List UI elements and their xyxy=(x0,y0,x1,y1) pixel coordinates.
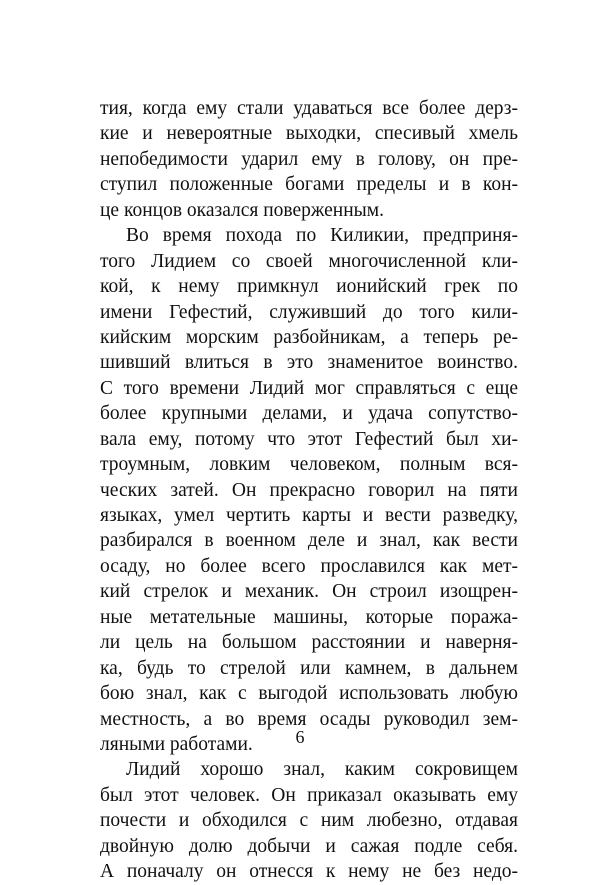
text-line: ка, будь то стрелой или камнем, в дальнем xyxy=(100,657,518,679)
text-line: ные метательные машины, которые поража- xyxy=(100,606,518,628)
text-line: ческих затей. Он прекрасно говорил на пяти xyxy=(100,479,518,501)
text-line: непобедимости ударил ему в голову, он пре- xyxy=(100,148,518,170)
text-line: кие и невероятные выходки, спесивый хмель xyxy=(100,123,518,145)
text-line: тия, когда ему стали удаваться все более дерз- xyxy=(100,98,518,119)
text-line: более крупными делами, и удача сопутство- xyxy=(100,403,518,425)
page-number: 6 xyxy=(295,727,305,747)
text-line: С того времени Лидий мог справляться с еще xyxy=(100,377,518,399)
text-line: Во время похода по Киликии, предприня- xyxy=(126,225,518,247)
text-line: бою знал, как с выгодой использовать любую xyxy=(100,683,518,705)
text-line: А поначалу он отнесся к нему не без недо- xyxy=(100,861,518,883)
text-line: почести и обходился с ним любезно, отдавая xyxy=(100,810,518,832)
text-line: местность, а во время осады руководил зем- xyxy=(100,708,518,730)
text-line: кий стрелок и механик. Он строил изощрен- xyxy=(100,581,518,603)
text-line: Лидий хорошо знал, каким сокровищем xyxy=(126,759,518,781)
text-line: двойную долю добычи и сажая подле себя. xyxy=(100,835,518,857)
text-line: был этот человек. Он приказал оказывать ему xyxy=(100,784,518,806)
text-line: троумным, ловким человеком, полным вся- xyxy=(100,454,518,476)
text-line: языках, умел чертить карты и вести разведку, xyxy=(100,505,518,526)
text-line: кийским морским разбойникам, а теперь ре- xyxy=(100,326,518,348)
text-line: вала ему, потому что этот Гефестий был хи- xyxy=(100,428,518,450)
text-line: кой, к нему примкнул ионийский грек по xyxy=(100,276,518,298)
body-text xyxy=(100,96,518,885)
text-line: ли цель на большом расстоянии и наверня- xyxy=(100,632,518,654)
text-line: ступил положенные богами пределы и в кон- xyxy=(100,174,518,196)
text-line: разбирался в военном деле и знал, как вести xyxy=(100,530,518,552)
text-line: имени Гефестий, служивший до того кили- xyxy=(100,301,518,323)
text-line: того Лидием со своей многочисленной кли- xyxy=(100,250,518,272)
text-line: шивший влиться в это знаменитое воинство. xyxy=(100,352,518,374)
text-line: ляными работами. xyxy=(100,733,253,755)
text-line: осаду, но более всего прославился как мет- xyxy=(100,555,518,577)
text-line: це концов оказался поверженным. xyxy=(100,199,384,221)
